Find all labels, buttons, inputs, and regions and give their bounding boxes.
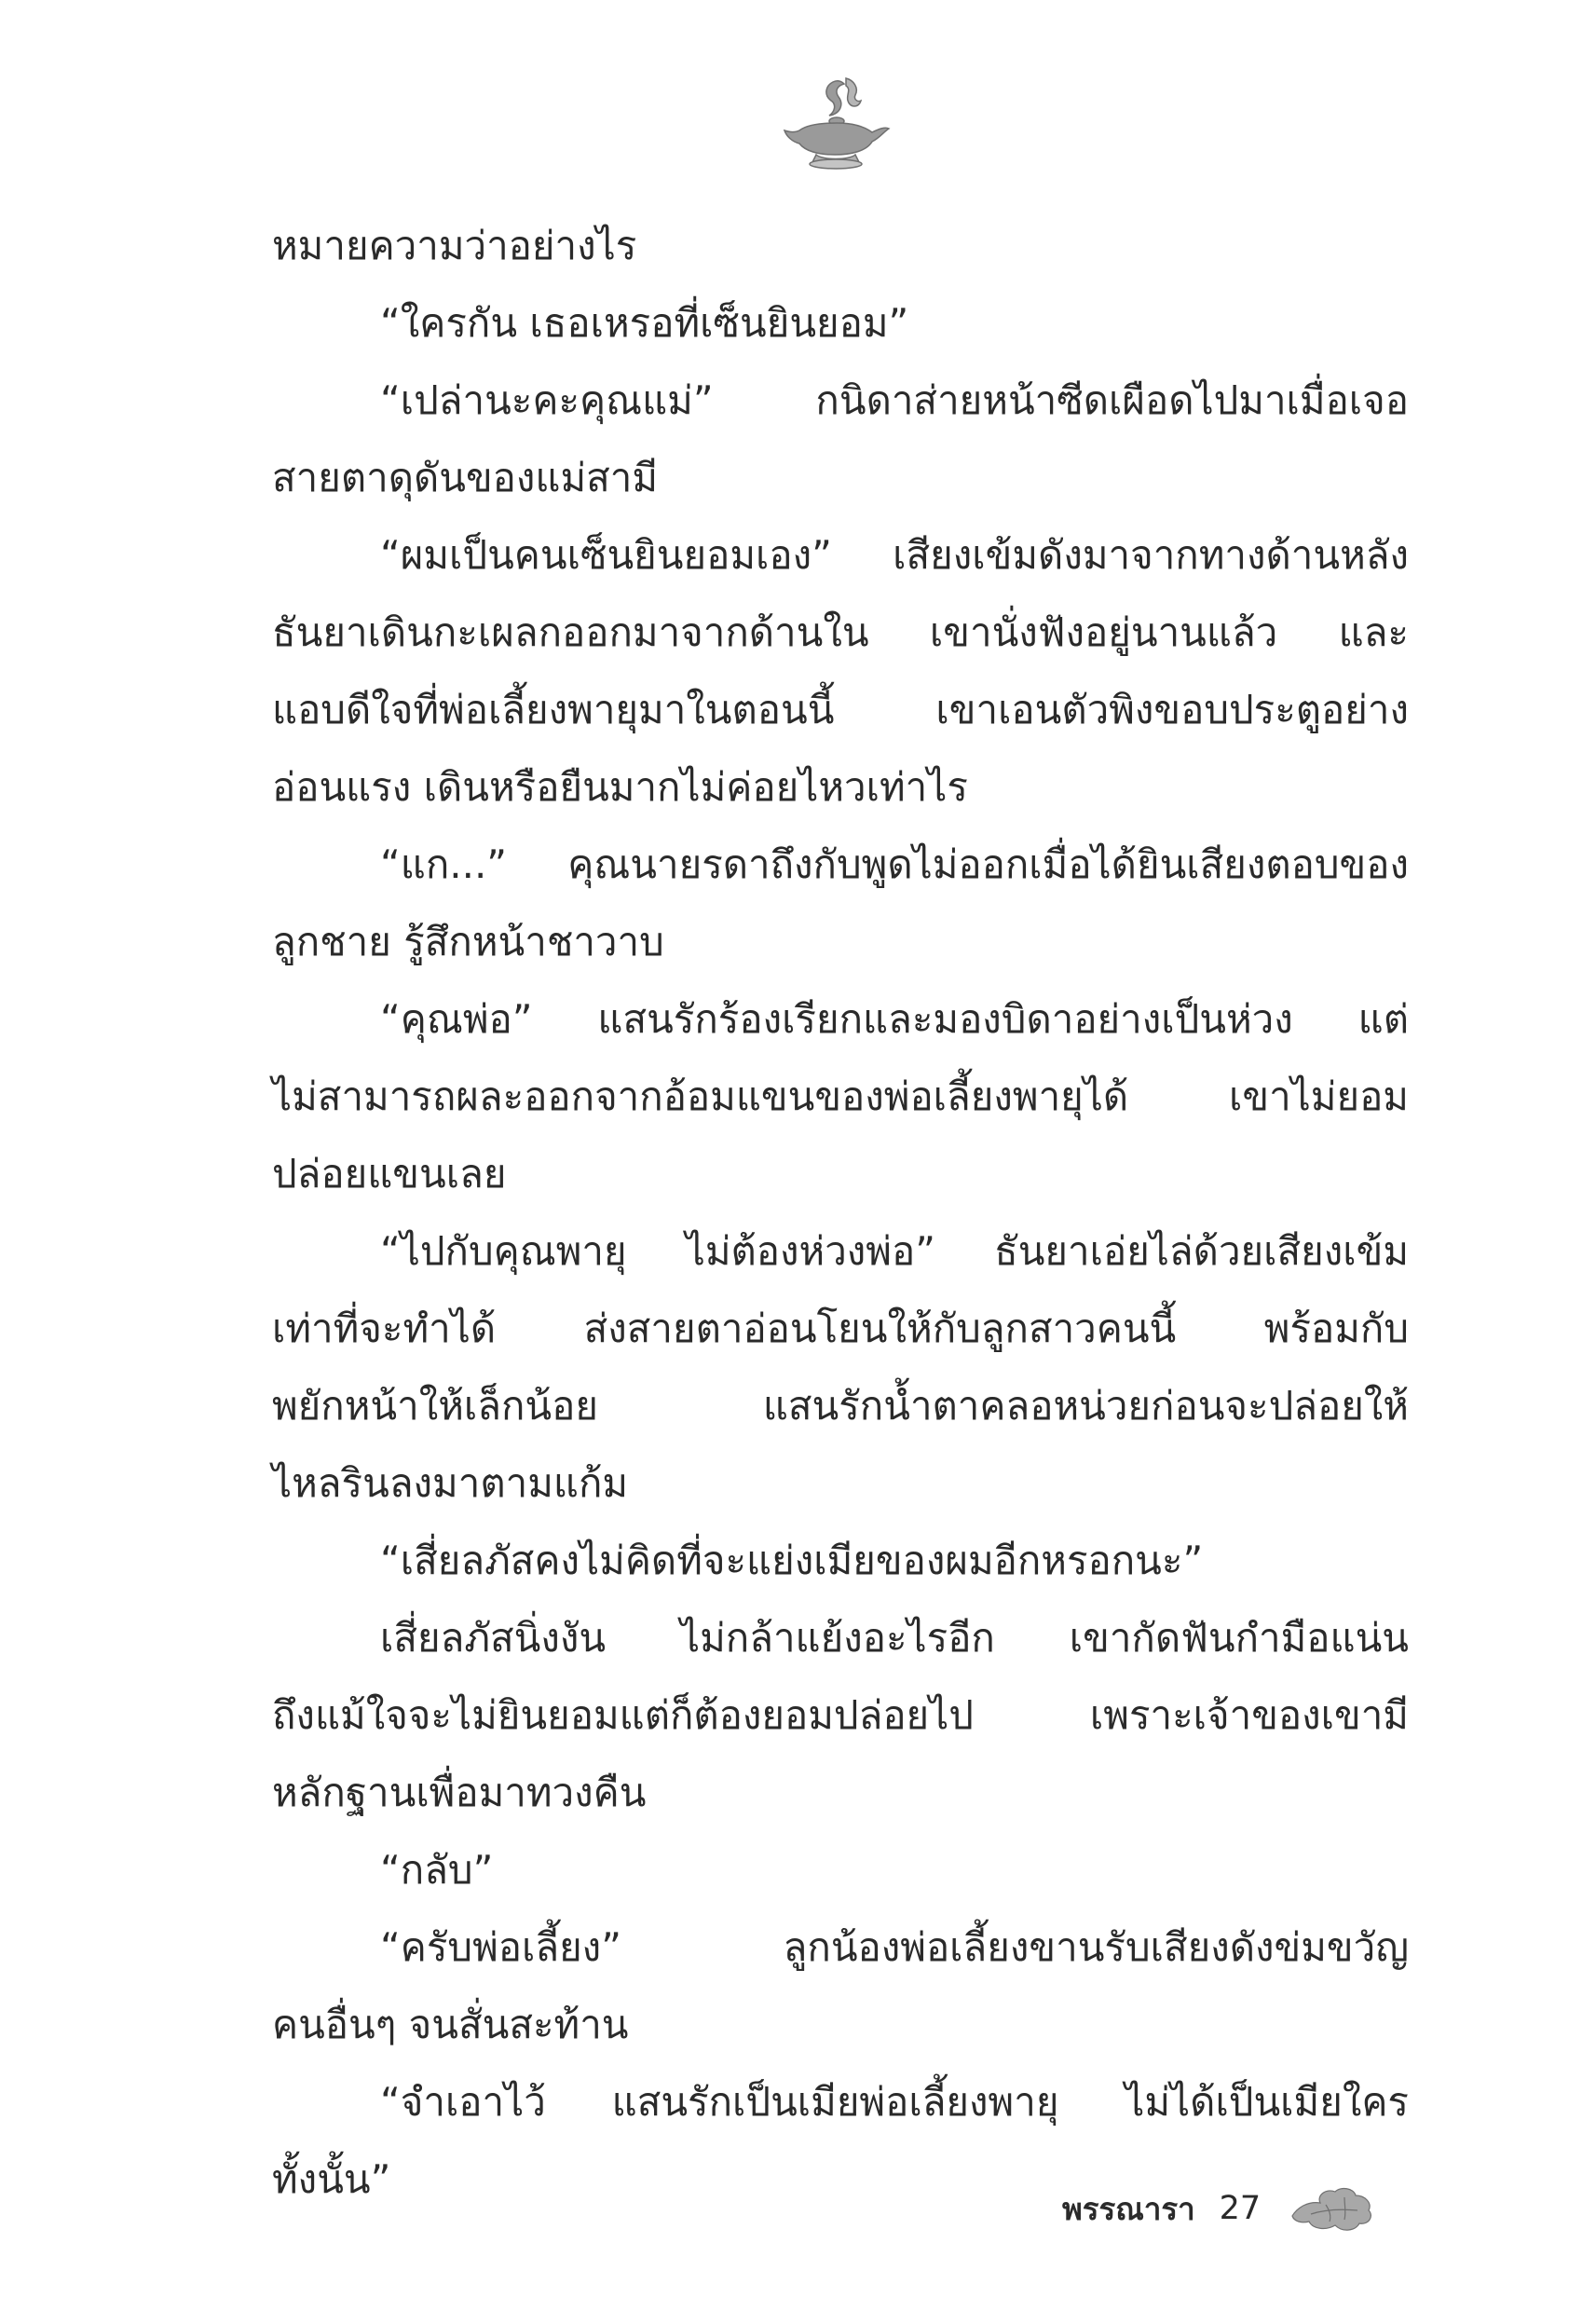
- text-line: แอบดีใจที่พ่อเลี้ยงพายุมาในตอนนี้ เขาเอนตัวพิงขอบประตูอย่าง: [272, 687, 1409, 732]
- text-line: ทั้งนั้น”: [272, 2156, 391, 2202]
- text-line: “เปล่านะคะคุณแม่” กนิดาส่ายหน้าซีดเผือดไปมาเมื่อเจอ: [380, 377, 1409, 423]
- text-line: “ผมเป็นคนเซ็นยินยอมเอง” เสียงเข้มดังมาจากทางด้านหลัง: [380, 532, 1409, 578]
- text-line: พยักหน้าให้เล็กน้อย แสนรักน้ำตาคลอหน่วยก่อนจะปล่อยให้: [272, 1383, 1409, 1429]
- text-line: “ใครกัน เธอเหรอที่เซ็นยินยอม”: [380, 300, 909, 346]
- text-line: ไหลรินลงมาตามแก้ม: [272, 1460, 629, 1506]
- genie-lamp-icon: [779, 73, 891, 175]
- text-line: “กลับ”: [380, 1847, 494, 1893]
- text-line: หลักฐานเพื่อมาทวงคืน: [272, 1770, 647, 1815]
- page-number: 27: [1219, 2190, 1262, 2227]
- text-line: “จำเอาไว้ แสนรักเป็นเมียพ่อเลี้ยงพายุ ไม่ได้เป็นเมียใคร: [380, 2079, 1409, 2125]
- text-line: เท่าที่จะทำได้ ส่งสายตาอ่อนโยนให้กับลูกสาวคนนี้ พร้อมกับ: [272, 1306, 1409, 1351]
- text-line: หมายความว่าอย่างไร: [272, 223, 637, 268]
- leaf-ornament-icon: [1289, 2182, 1374, 2235]
- text-line: สายตาดุดันของแม่สามี: [272, 455, 659, 500]
- text-line: “เสี่ยลภัสคงไม่คิดที่จะแย่งเมียของผมอีกหรอกนะ”: [380, 1538, 1204, 1583]
- text-line: ลูกชาย รู้สึกหน้าชาวาบ: [272, 919, 664, 964]
- text-line: ถึงแม้ใจจะไม่ยินยอมแต่ก็ต้องยอมปล่อยไป เพราะเจ้าของเขามี: [272, 1692, 1409, 1738]
- page-footer: [1062, 2176, 1374, 2241]
- text-line: คนอื่นๆ จนสั่นสะท้าน: [272, 2002, 629, 2047]
- text-line: ธันยาเดินกะเผลกออกมาจากด้านใน เขานั่งฟังอยู่นานแล้ว และ: [272, 609, 1409, 655]
- book-title: พรรณารา: [1062, 2190, 1195, 2227]
- body-text: [272, 207, 1409, 2218]
- text-line: “ครับพ่อเลี้ยง” ลูกน้องพ่อเลี้ยงขานรับเสียงดังข่มขวัญ: [380, 1924, 1409, 1970]
- text-line: ไม่สามารถผละออกจากอ้อมแขนของพ่อเลี้ยงพายุได้ เขาไม่ยอม: [272, 1073, 1409, 1119]
- text-line: “ไปกับคุณพายุ ไม่ต้องห่วงพ่อ” ธันยาเอ่ยไล่ด้วยเสียงเข้ม: [380, 1228, 1409, 1274]
- text-line: อ่อนแรง เดินหรือยืนมากไม่ค่อยไหวเท่าไร: [272, 764, 968, 810]
- text-line: “แก...” คุณนายรดาถึงกับพูดไม่ออกเมื่อได้ยินเสียงตอบของ: [380, 841, 1409, 887]
- text-line: เสี่ยลภัสนิ่งงัน ไม่กล้าแย้งอะไรอีก เขากัดฟันกำมือแน่น: [380, 1615, 1409, 1661]
- text-line: ปล่อยแขนเลย: [272, 1151, 507, 1197]
- text-line: “คุณพ่อ” แสนรักร้องเรียกและมองบิดาอย่างเป็นห่วง แต่: [380, 996, 1409, 1042]
